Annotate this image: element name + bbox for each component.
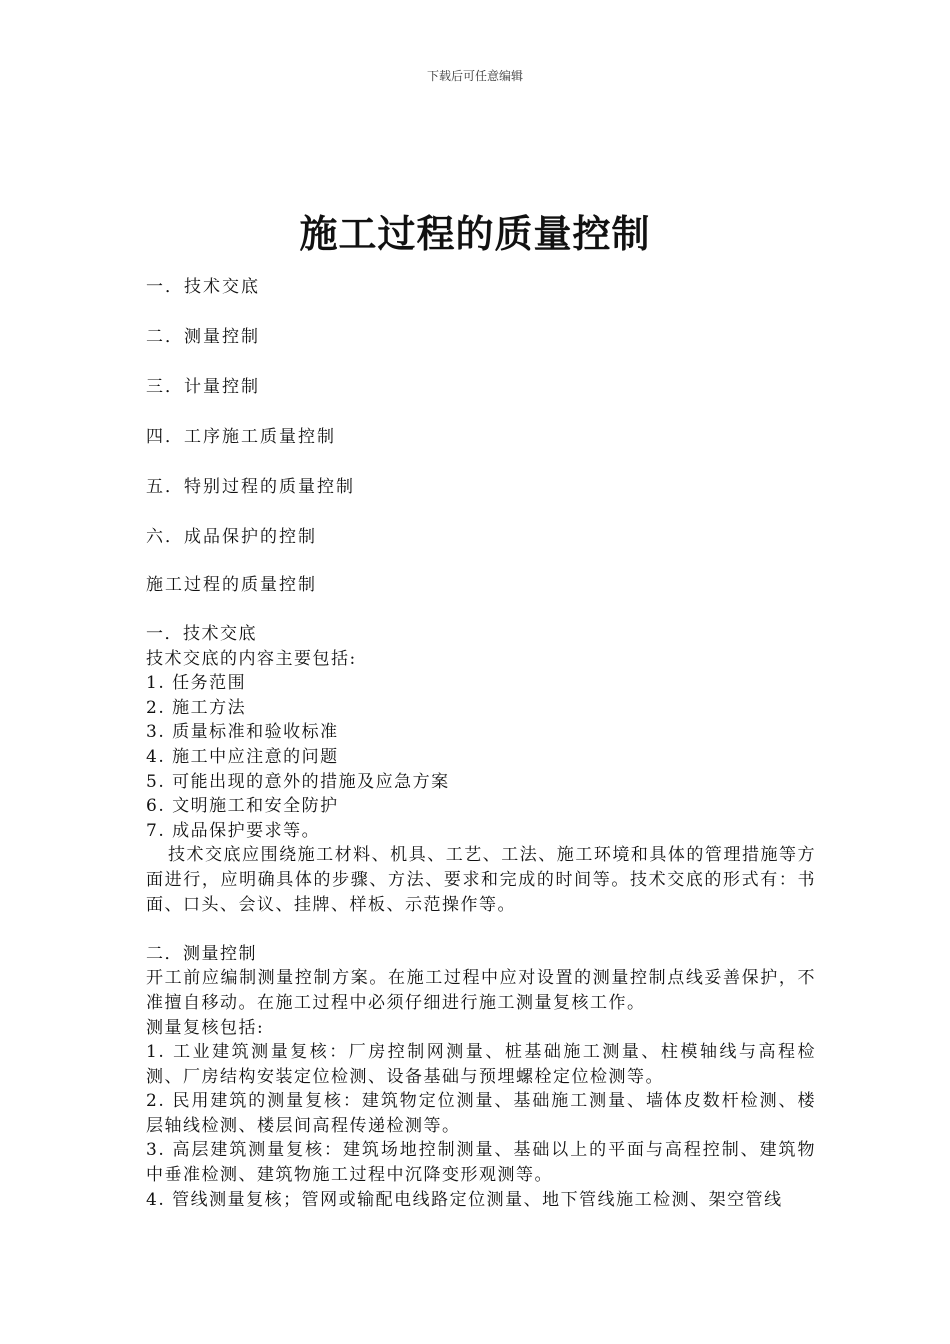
paragraph-gap	[146, 917, 816, 942]
list-item: 7. 成品保护要求等。	[146, 820, 321, 841]
body-subtitle: 施工过程的质量控制	[146, 575, 317, 595]
section-heading: 一．技术交底	[146, 624, 257, 644]
list-item: 1. 工业建筑测量复核：厂房控制网测量、桩基础施工测量、柱模轴线与高程检测、厂房结构安装定位检测、设备基础与预埋螺栓定位检测等。	[146, 1042, 816, 1087]
section-intro: 测量复核包括:	[146, 1017, 265, 1038]
document-body	[146, 622, 816, 1212]
toc-item-1: 一．技术交底	[146, 277, 260, 297]
header-note: 下载后可任意编辑	[426, 69, 523, 83]
toc-item-4: 四．工序施工质量控制	[146, 427, 336, 447]
list-item: 6. 文明施工和安全防护	[146, 796, 339, 817]
list-item: 1. 任务范围	[146, 673, 247, 694]
list-item: 4. 管线测量复核；管网或输配电线路定位测量、地下管线施工检测、架空管线	[146, 1189, 783, 1210]
section-intro: 技术交底的内容主要包括:	[146, 648, 357, 669]
list-item: 3. 质量标准和验收标准	[146, 722, 339, 743]
toc-item-6: 六．成品保护的控制	[146, 527, 317, 547]
list-item: 2. 民用建筑的测量复核：建筑物定位测量、基础施工测量、墙体皮数杆检测、楼层轴线检测、楼层间高程传递检测等。	[146, 1091, 816, 1136]
table-of-contents	[146, 274, 826, 574]
toc-item-5: 五．特别过程的质量控制	[146, 477, 355, 497]
document-title: 施工过程的质量控制	[299, 211, 651, 256]
section-heading: 二．测量控制	[146, 943, 257, 964]
list-item: 2. 施工方法	[146, 697, 247, 718]
toc-item-2: 二．测量控制	[146, 327, 260, 347]
list-item: 4. 施工中应注意的问题	[146, 746, 339, 767]
section-paragraph: 技术交底应围绕施工材料、机具、工艺、工法、施工环境和具体的管理措施等方面进行，应明确具体的步骤、方法、要求和完成的时间等。技术交底的形式有：书面、口头、会议、挂牌、样板、示范操作等。	[146, 845, 816, 915]
list-item: 5. 可能出现的意外的措施及应急方案	[146, 771, 450, 792]
list-item: 3. 高层建筑测量复核：建筑场地控制测量、基础以上的平面与高程控制、建筑物中垂准检测、建筑物施工过程中沉降变形观测等。	[146, 1140, 816, 1186]
toc-item-3: 三．计量控制	[146, 377, 260, 397]
section-paragraph: 开工前应编制测量控制方案。在施工过程中应对设置的测量控制点线妥善保护，不准擅自移动。在施工过程中必须仔细进行施工测量复核工作。	[146, 968, 816, 1013]
